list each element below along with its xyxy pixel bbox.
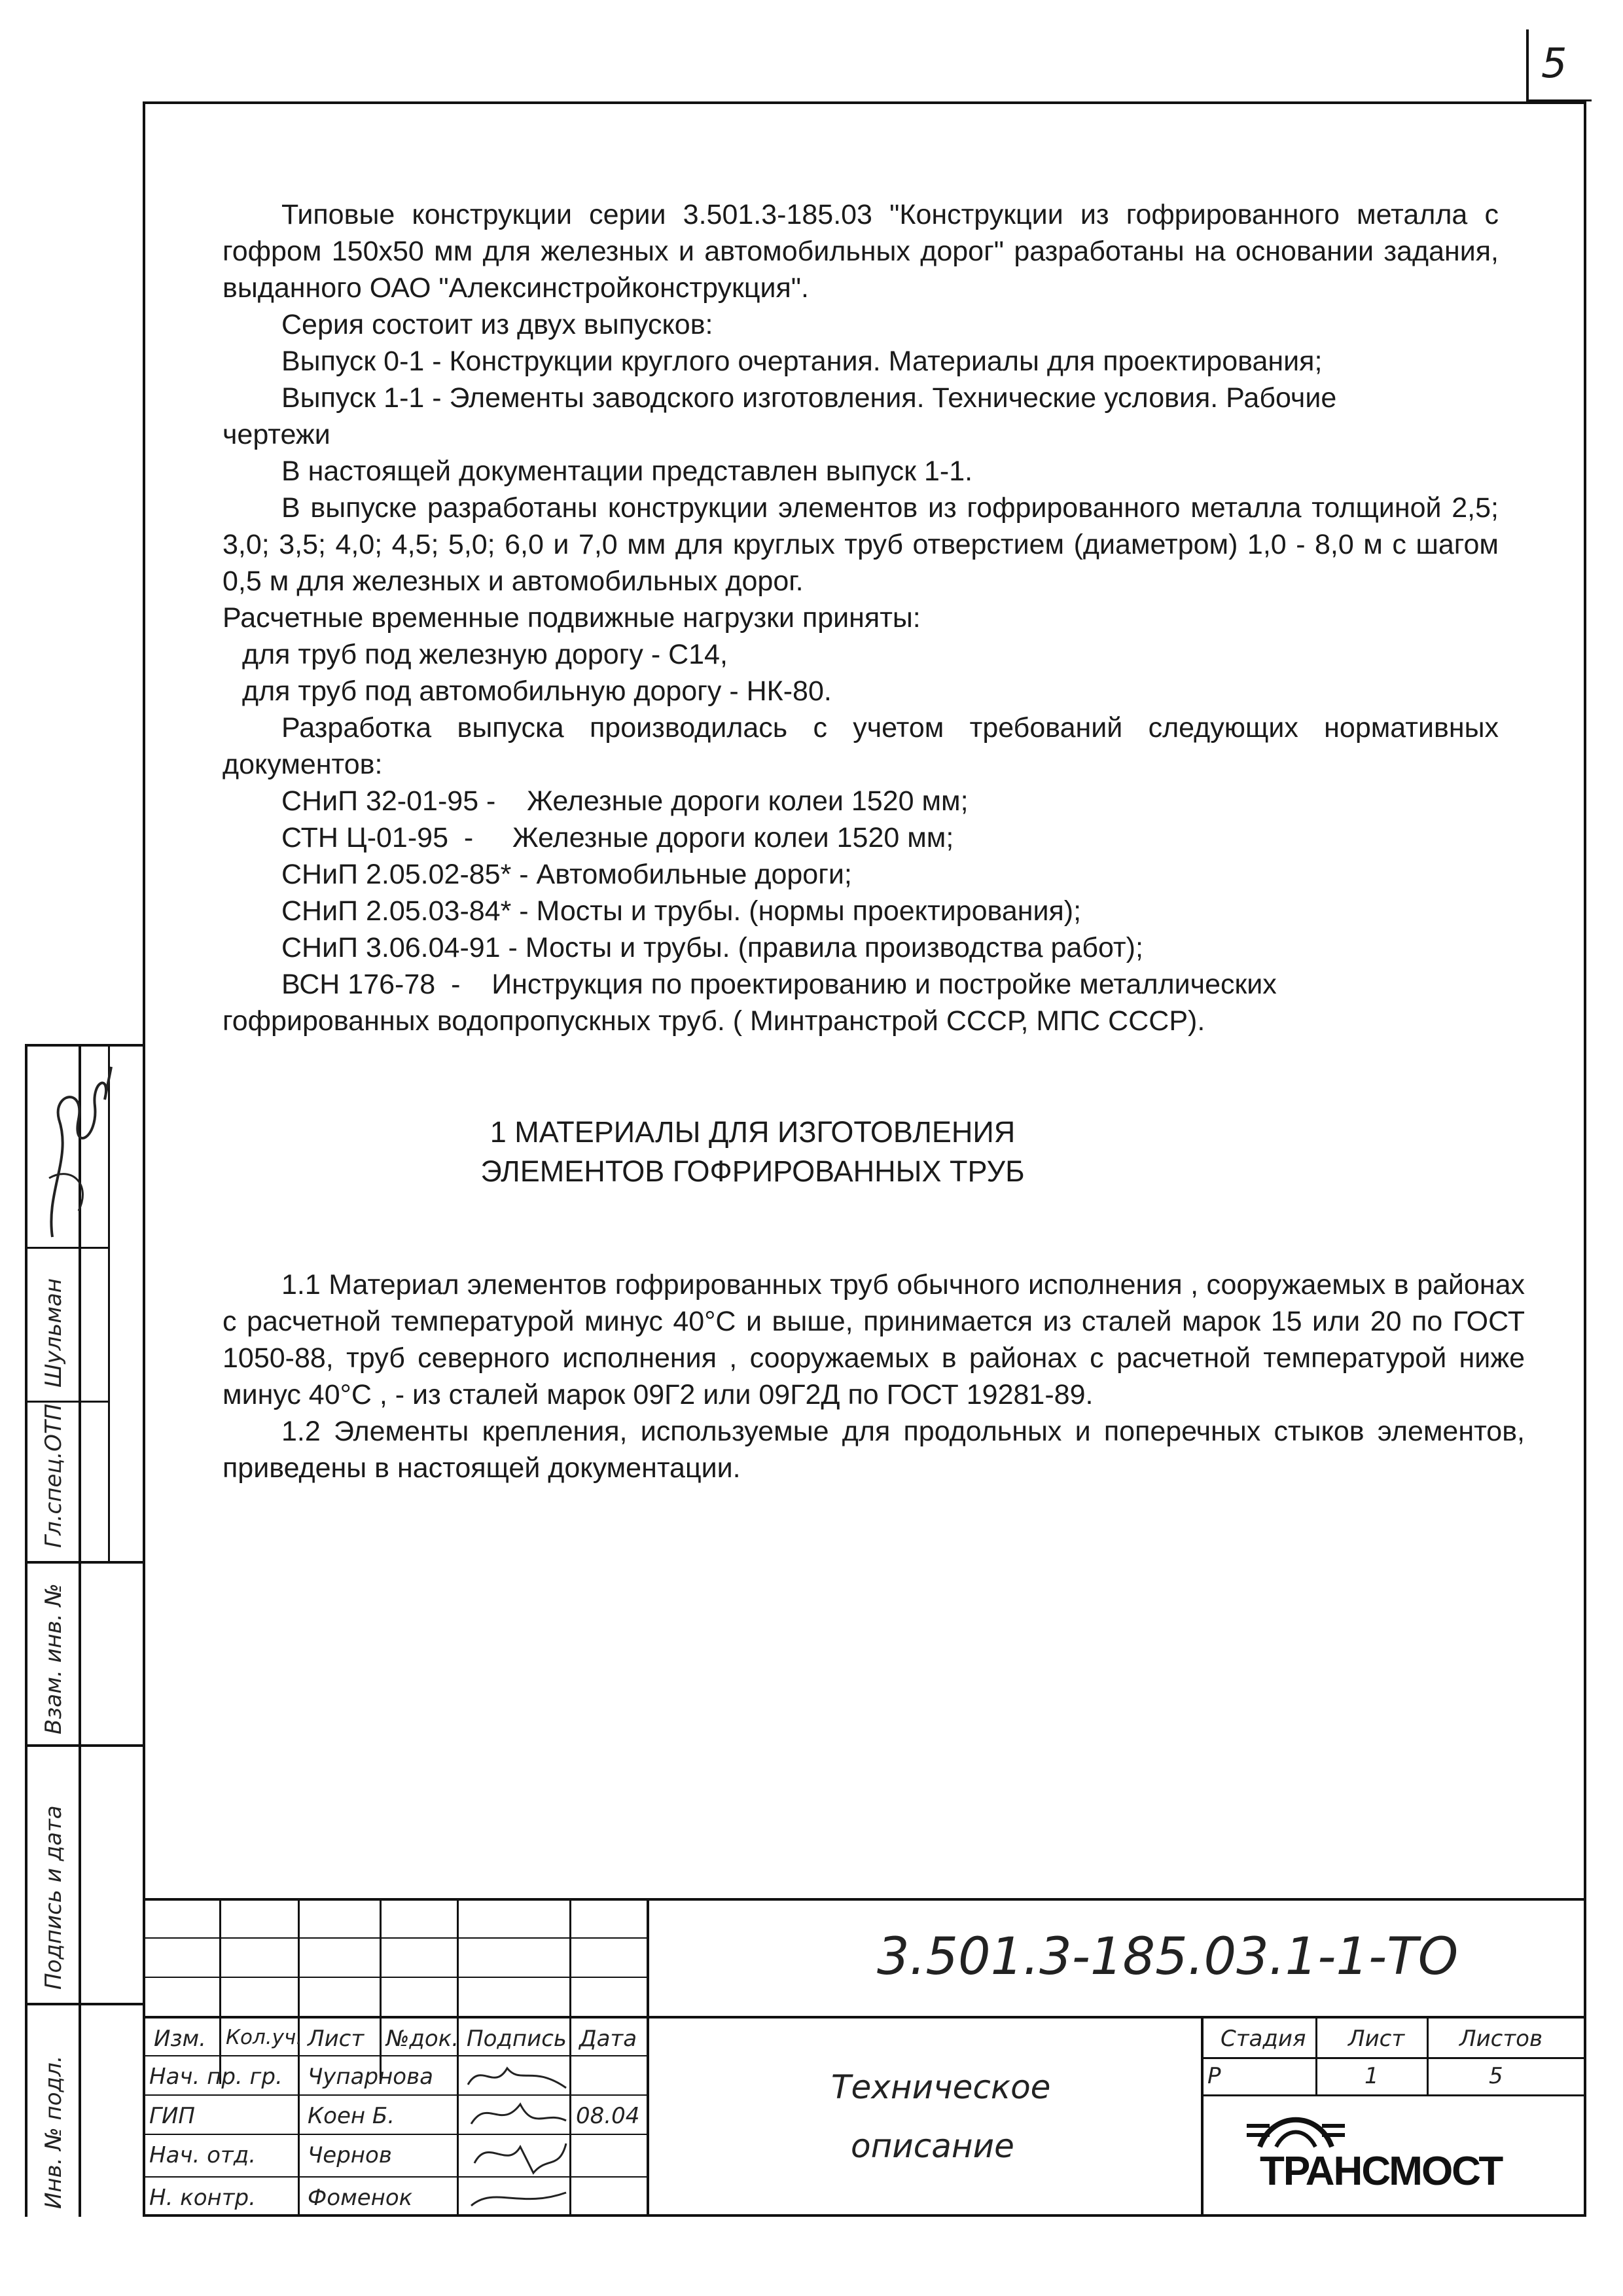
intro-paragraph-4a: Выпуск 1-1 - Элементы заводского изготовления. Технические условия. Рабочие (281, 382, 1337, 414)
intro-paragraph-10: Разработка выпуска производилась с учетом требований следующих нормативных документов: (223, 712, 1499, 780)
tb-col-line (1315, 2016, 1317, 2094)
row-role: Н. контр. (149, 2185, 256, 2211)
sheets-label: Листов (1459, 2026, 1543, 2052)
signature-image (461, 2058, 573, 2215)
tb-col-line (1427, 2016, 1429, 2094)
side-stamp-inv: Инв. № подл. (41, 2055, 67, 2209)
row-name: Фоменок (308, 2185, 413, 2211)
tb-col-line (298, 1898, 300, 2217)
page-number-divider (1526, 29, 1529, 101)
section-title-line-2: ЭЛЕМЕНТОВ ГОФРИРОВАННЫХ ТРУБ (480, 1155, 1025, 1188)
header-podpis: Подпись (467, 2026, 567, 2052)
side-stamp-sep-3 (25, 1561, 143, 1564)
row-name: Чупарнова (308, 2064, 433, 2090)
row-name: Коен Б. (308, 2103, 395, 2129)
side-stamp-sep-4 (25, 1744, 143, 1747)
norm-item: ВСН 176-78 - Инструкция по проектированию и постройке металлических (281, 969, 1277, 1000)
side-stamp-sep-1 (25, 1247, 110, 1249)
section-text (223, 1266, 1525, 1486)
row-name: Чернов (308, 2142, 392, 2168)
side-stamp-vzam: Взам. инв. № (41, 1583, 67, 1734)
intro-paragraph-3: Выпуск 0-1 - Конструкции круглого очертания. Материалы для проектирования; (281, 346, 1323, 377)
tb-top-line (143, 1898, 1586, 1901)
company-suffix: МОСТ (1389, 2149, 1503, 2194)
tb-col-line (380, 1898, 382, 2084)
tb-col-line (219, 1898, 221, 2084)
header-ndok: №док. (386, 2026, 459, 2052)
tb-col-line (647, 1898, 649, 2217)
tb-header-line (143, 2016, 1586, 2018)
tb-stage-line (1201, 2057, 1586, 2059)
stage-value: Р (1207, 2063, 1221, 2089)
side-stamp-role: Гл.спец.ОТП (41, 1403, 67, 1548)
section-paragraph-2: 1.2 Элементы крепления, используемые для продольных и поперечных стыков элементов, приведены в настоящей документации. (223, 1416, 1525, 1484)
intro-paragraph-4b: чертежи (223, 419, 330, 450)
intro-paragraph-6: В выпуске разработаны конструкции элементов из гофрированного металла толщиной 2,5; 3,0; 3,5; 4,0; 4,5; 5,0; 6,0 и 7,0 мм для круглых труб отверстием (диаметром) 1,0 - 8,0 м с шагом 0,5 м для железных и автомобильных дорог. (223, 492, 1499, 597)
section-title-line-1: 1 МАТЕРИАЛЫ ДЛЯ ИЗГОТОВЛЕНИЯ (490, 1115, 1016, 1149)
side-stamp-sep-5 (25, 2003, 143, 2005)
norm-item: гофрированных водопропускных труб. ( Минтранстрой СССР, МПС СССР). (223, 1005, 1205, 1037)
doc-title-line-2: описание (851, 2127, 1014, 2165)
row-role: ГИП (149, 2103, 195, 2129)
header-izm: Изм. (154, 2026, 206, 2052)
side-stamp-name: Шульман (41, 1278, 67, 1388)
intro-paragraph-7: Расчетные временные подвижные нагрузки приняты: (223, 602, 921, 634)
intro-paragraph-5: В настоящей документации представлен выпуск 1-1. (281, 456, 973, 487)
page-number: 5 (1541, 39, 1567, 87)
side-stamp-podpis: Подпись и дата (41, 1805, 67, 1990)
tb-stage-line-2 (1201, 2094, 1586, 2096)
doc-title-line-1: Техническое (831, 2068, 1051, 2106)
intro-text (223, 196, 1499, 1039)
stage-label: Стадия (1221, 2026, 1306, 2052)
sheets-value: 5 (1489, 2063, 1503, 2089)
side-stamp-top (25, 1044, 143, 1047)
document-code: 3.501.3-185.03.1-1-ТО (877, 1928, 1459, 1986)
tb-col-line (1201, 2016, 1204, 2217)
row-role: Нач. пр. гр. (149, 2064, 283, 2090)
intro-paragraph-8: для труб под железную дорогу - С14, (242, 639, 728, 670)
header-list: Лист (308, 2026, 365, 2052)
sheet-value: 1 (1364, 2063, 1379, 2089)
company-prefix: ТРАНС (1260, 2149, 1389, 2194)
intro-paragraph-9: для труб под автомобильную дорогу - НК-80. (242, 675, 832, 707)
signature-image (33, 1060, 131, 1244)
side-stamp-sep-2 (25, 1401, 110, 1403)
norm-item: СТН Ц-01-95 - Железные дороги колеи 1520 мм; (281, 822, 954, 853)
norm-item: СНиП 2.05.03-84* - Мосты и трубы. (нормы проектирования); (281, 895, 1082, 927)
header-kol-uch: Кол.уч. (226, 2026, 303, 2049)
norm-item: СНиП 3.06.04-91 - Мосты и трубы. (правила производства работ); (281, 932, 1143, 963)
sheet-label: Лист (1348, 2026, 1405, 2052)
norm-item: СНиП 2.05.02-85* - Автомобильные дороги; (281, 859, 852, 890)
section-paragraph-1: 1.1 Материал элементов гофрированных труб обычного исполнения , сооружаемых в районах с расчетной температурой минус 40°С и выше, принимается из сталей марок 15 или 20 по ГОСТ 1050-88, труб северного исполнения , сооружаемых в районах с расчетной температурой ниже минус 40°С , - из сталей марок 09Г2 или 09Г2Д по ГОСТ 19281-89. (223, 1269, 1525, 1410)
side-stamp-outer-line (25, 1044, 27, 2217)
header-data: Дата (579, 2026, 637, 2052)
bridge-logo-icon (1247, 2104, 1345, 2150)
intro-paragraph-1: Типовые конструкции серии 3.501.3-185.03 "Конструкции из гофрированного металла с гофром 150х50 мм для железных и автомобильных дорог" разработаны на основании задания, выданного ОАО "Алексинстройконструкция". (223, 199, 1499, 304)
intro-paragraph-2: Серия состоит из двух выпусков: (281, 309, 713, 340)
tb-col-line (457, 1898, 459, 2217)
row-role: Нач. отд. (149, 2142, 257, 2168)
norm-item: СНиП 32-01-95 - Железные дороги колеи 1520 мм; (281, 785, 969, 817)
company-logo-text (1260, 2148, 1502, 2195)
row-date: 08.04 (576, 2103, 640, 2129)
